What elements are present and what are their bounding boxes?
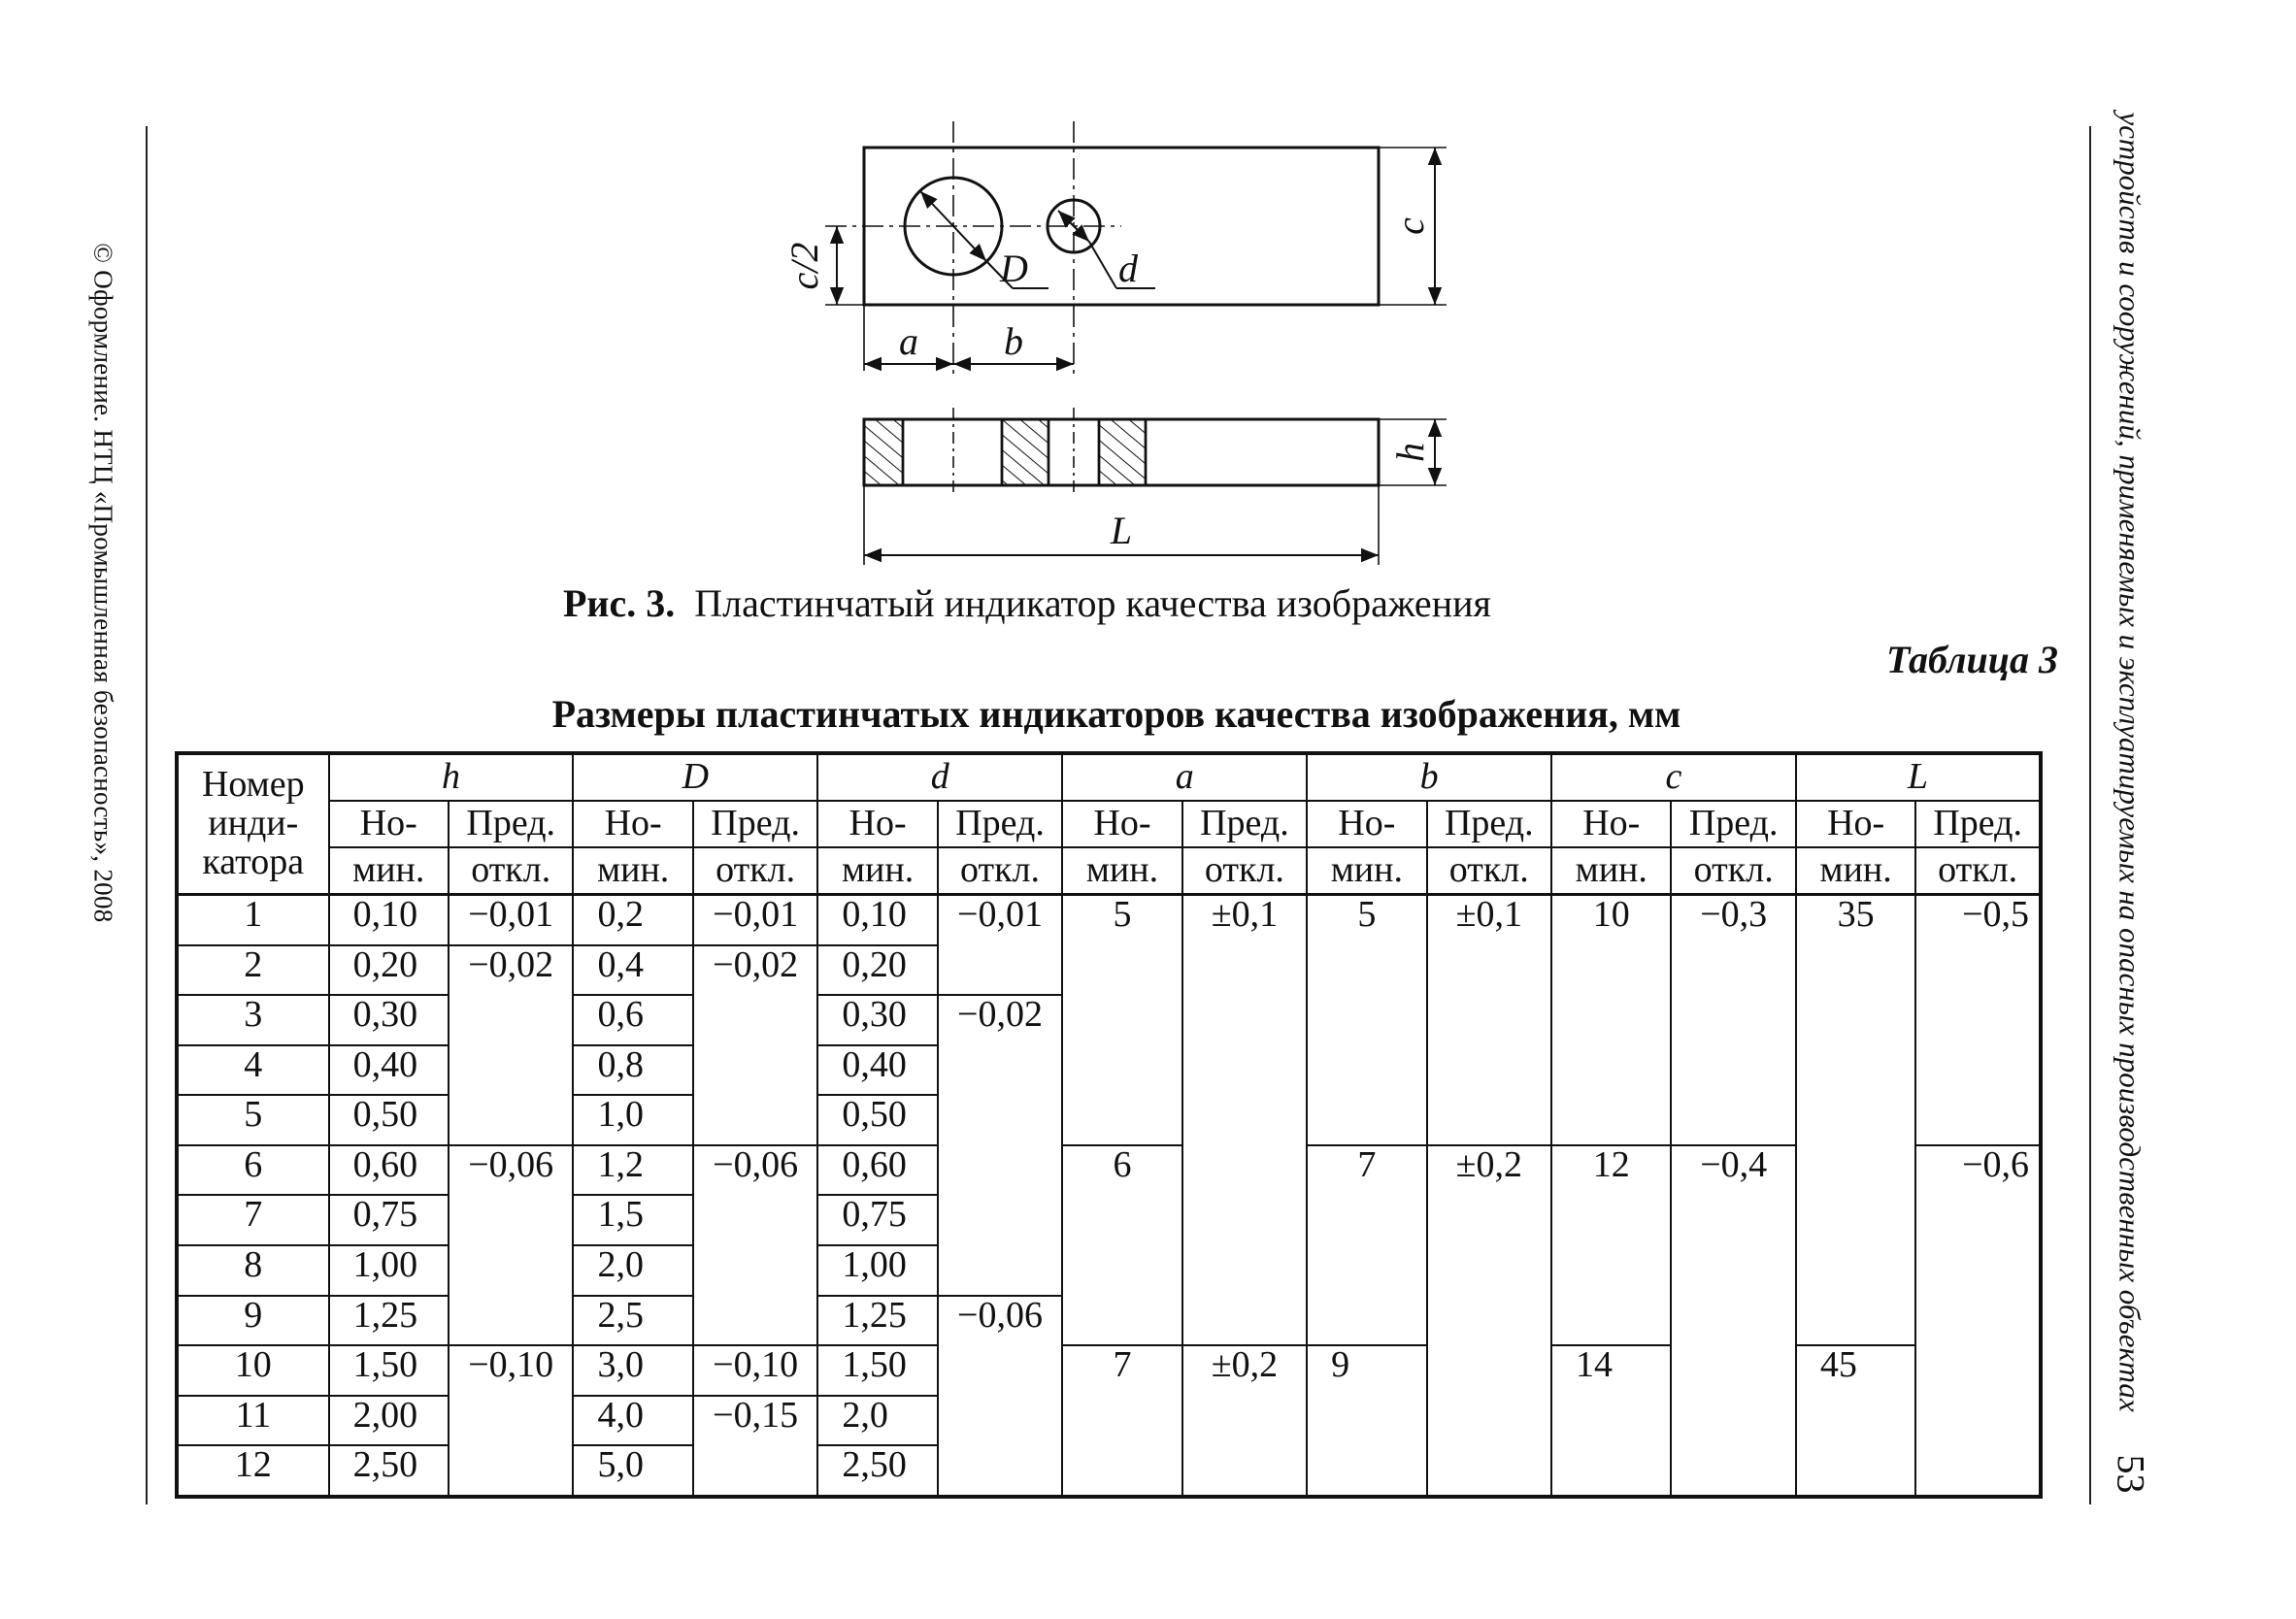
- cell-d-nominal: 0,40: [817, 1045, 937, 1096]
- subheader-nominal: мин.: [573, 847, 692, 895]
- cell-h-nominal: 2,50: [329, 1445, 449, 1497]
- cell-a-nominal: 7: [1062, 1345, 1181, 1497]
- right-rule: [2089, 126, 2091, 1504]
- table-row: [177, 895, 2041, 945]
- cell-number: 8: [177, 1245, 329, 1296]
- cell-D-nominal: 1,2: [573, 1145, 692, 1196]
- cell-h-nominal: 0,10: [329, 895, 449, 945]
- subheader-deviation: Пред.: [1427, 801, 1551, 847]
- cell-h-nominal: 1,50: [329, 1345, 449, 1396]
- cell-number: 6: [177, 1145, 329, 1196]
- copyright-sidebar: [83, 116, 122, 1048]
- cell-D-deviation: −0,02: [693, 945, 817, 1145]
- cell-c-deviation: −0,4: [1671, 1145, 1795, 1497]
- cell-h-deviation: −0,02: [449, 945, 573, 1145]
- subheader-nominal: мин.: [1062, 847, 1181, 895]
- cell-a-nominal: 5: [1062, 895, 1181, 1145]
- subheader-deviation: откл.: [1915, 847, 2041, 895]
- cell-h-nominal: 0,75: [329, 1195, 449, 1245]
- cell-h-deviation: −0,06: [449, 1145, 573, 1345]
- cell-number: 10: [177, 1345, 329, 1396]
- cell-d-nominal: 0,60: [817, 1145, 937, 1196]
- subheader-deviation: Пред.: [1915, 801, 2041, 847]
- cell-number: 12: [177, 1445, 329, 1497]
- cell-number: 11: [177, 1396, 329, 1446]
- cell-d-nominal: 1,50: [817, 1345, 937, 1396]
- subheader-nominal: мин.: [1796, 847, 1915, 895]
- cell-d-nominal: 0,75: [817, 1195, 937, 1245]
- indicator-drawing: [767, 116, 1505, 582]
- cell-L-deviation: −0,5: [1915, 895, 2041, 1145]
- cell-D-nominal: 5,0: [573, 1445, 692, 1497]
- subheader-deviation: откл.: [449, 847, 573, 895]
- cell-c-nominal: 10: [1551, 895, 1671, 1145]
- cell-number: 5: [177, 1095, 329, 1145]
- running-title: устройств и сооружений, применяемых и эксплуатируемых на опасных производственных объектах: [2113, 112, 2147, 1412]
- cell-b-nominal: 5: [1307, 895, 1426, 1145]
- cell-h-nominal: 0,30: [329, 995, 449, 1045]
- cell-b-deviation: ±0,1: [1427, 895, 1551, 1145]
- cell-b-nominal: 9: [1307, 1345, 1426, 1497]
- cell-D-deviation: −0,10: [693, 1345, 817, 1396]
- left-rule: [146, 126, 148, 1504]
- cell-d-deviation: −0,06: [938, 1296, 1062, 1497]
- label-c: c: [1388, 217, 1432, 235]
- cell-D-nominal: 1,0: [573, 1095, 692, 1145]
- cell-d-nominal: 0,10: [817, 895, 937, 945]
- subheader-nominal: Но-: [1796, 801, 1915, 847]
- cell-number: 3: [177, 995, 329, 1045]
- header-L: L: [1796, 753, 2041, 801]
- cell-D-nominal: 0,8: [573, 1045, 692, 1096]
- header-h: h: [329, 753, 574, 801]
- subheader-nominal: Но-: [817, 801, 937, 847]
- figure-caption-text: Пластинчатый индикатор качества изображения: [694, 581, 1491, 625]
- cell-h-nominal: 1,25: [329, 1296, 449, 1346]
- cell-L-deviation: −0,6: [1915, 1145, 2041, 1497]
- label-c-half: c/2: [782, 242, 826, 290]
- cell-D-nominal: 4,0: [573, 1396, 692, 1446]
- cell-h-nominal: 2,00: [329, 1396, 449, 1446]
- cell-c-nominal: 14: [1551, 1345, 1671, 1497]
- subheader-nominal: мин.: [1551, 847, 1671, 895]
- cell-a-deviation: ±0,2: [1182, 1345, 1307, 1497]
- subheader-nominal: Но-: [573, 801, 692, 847]
- cell-number: 7: [177, 1195, 329, 1245]
- subheader-deviation: Пред.: [693, 801, 817, 847]
- subheader-nominal: мин.: [329, 847, 449, 895]
- subheader-deviation: Пред.: [1671, 801, 1795, 847]
- subheader-row: [177, 847, 2041, 895]
- cell-a-deviation: ±0,1: [1182, 895, 1307, 1346]
- page-number-text: 53: [2109, 1454, 2153, 1493]
- cell-h-deviation: −0,01: [449, 895, 573, 945]
- subheader-deviation: откл.: [938, 847, 1062, 895]
- subheader-nominal: Но-: [329, 801, 449, 847]
- label-h: h: [1388, 443, 1432, 462]
- cell-D-nominal: 1,5: [573, 1195, 692, 1245]
- subheader-deviation: Пред.: [449, 801, 573, 847]
- cell-c-nominal: 12: [1551, 1145, 1671, 1345]
- header-b: b: [1307, 753, 1551, 801]
- cell-D-nominal: 2,5: [573, 1296, 692, 1346]
- label-D: D: [1000, 247, 1028, 290]
- cell-L-nominal: 35: [1796, 895, 1915, 1346]
- cell-c-deviation: −0,3: [1671, 895, 1795, 1145]
- cell-d-nominal: 2,0: [817, 1396, 937, 1446]
- subheader-nominal: Но-: [1307, 801, 1426, 847]
- cell-h-nominal: 1,00: [329, 1245, 449, 1296]
- cell-h-nominal: 0,60: [329, 1145, 449, 1196]
- label-b: b: [1004, 319, 1023, 363]
- subheader-deviation: откл.: [1182, 847, 1307, 895]
- cell-d-nominal: 1,25: [817, 1296, 937, 1346]
- subheader-nominal: мин.: [817, 847, 937, 895]
- cell-number: 1: [177, 895, 329, 945]
- label-a: a: [899, 319, 918, 363]
- cell-D-deviation: −0,15: [693, 1396, 817, 1497]
- header-a: a: [1062, 753, 1307, 801]
- dimensions-table: [175, 751, 2043, 1499]
- subheader-deviation: откл.: [1427, 847, 1551, 895]
- cell-d-nominal: 0,50: [817, 1095, 937, 1145]
- cell-d-nominal: 0,30: [817, 995, 937, 1045]
- cell-number: 9: [177, 1296, 329, 1346]
- header-D: D: [573, 753, 817, 801]
- header-c: c: [1551, 753, 1796, 801]
- cell-D-nominal: 0,4: [573, 945, 692, 996]
- cell-b-deviation: ±0,2: [1427, 1145, 1551, 1497]
- cell-number: 4: [177, 1045, 329, 1096]
- copyright-text: © Оформление. НТЦ «Промышленная безопасность», 2008: [88, 242, 118, 923]
- cell-D-deviation: −0,01: [693, 895, 817, 945]
- cell-h-nominal: 0,40: [329, 1045, 449, 1096]
- header-d: d: [817, 753, 1062, 801]
- subheader-deviation: откл.: [1671, 847, 1795, 895]
- running-title-sidebar: [2107, 112, 2153, 1412]
- cell-d-deviation: −0,01: [938, 895, 1062, 996]
- cell-h-deviation: −0,10: [449, 1345, 573, 1497]
- cell-d-nominal: 2,50: [817, 1445, 937, 1497]
- label-d: d: [1118, 247, 1138, 290]
- figure-caption: [563, 580, 1689, 626]
- cell-d-deviation: −0,02: [938, 995, 1062, 1295]
- subheader-deviation: Пред.: [938, 801, 1062, 847]
- table-label: Таблица 3: [1886, 638, 2058, 681]
- cell-number: 2: [177, 945, 329, 996]
- cell-D-deviation: −0,06: [693, 1145, 817, 1345]
- header-indicator-number: Номер инди- катора: [177, 753, 329, 895]
- table-row: [177, 1145, 2041, 1196]
- label-L: L: [1110, 509, 1133, 552]
- cell-D-nominal: 0,2: [573, 895, 692, 945]
- cell-h-nominal: 0,50: [329, 1095, 449, 1145]
- cell-b-nominal: 7: [1307, 1145, 1426, 1345]
- cell-a-nominal: 6: [1062, 1145, 1181, 1345]
- subheader-deviation: Пред.: [1182, 801, 1307, 847]
- cell-L-nominal: 45: [1796, 1345, 1915, 1497]
- subheader-nominal: мин.: [1307, 847, 1426, 895]
- page-number: [2109, 1444, 2153, 1503]
- cell-D-nominal: 3,0: [573, 1345, 692, 1396]
- subheader-nominal: Но-: [1062, 801, 1181, 847]
- table-title: Размеры пластинчатых индикаторов качества изображения, мм: [551, 692, 1681, 736]
- subheader-row: [177, 801, 2041, 847]
- figure-caption-prefix: Рис. 3.: [563, 581, 676, 625]
- cell-d-nominal: 1,00: [817, 1245, 937, 1296]
- subheader-deviation: откл.: [693, 847, 817, 895]
- subheader-nominal: Но-: [1551, 801, 1671, 847]
- cell-D-nominal: 2,0: [573, 1245, 692, 1296]
- cell-h-nominal: 0,20: [329, 945, 449, 996]
- cell-d-nominal: 0,20: [817, 945, 937, 996]
- cell-D-nominal: 0,6: [573, 995, 692, 1045]
